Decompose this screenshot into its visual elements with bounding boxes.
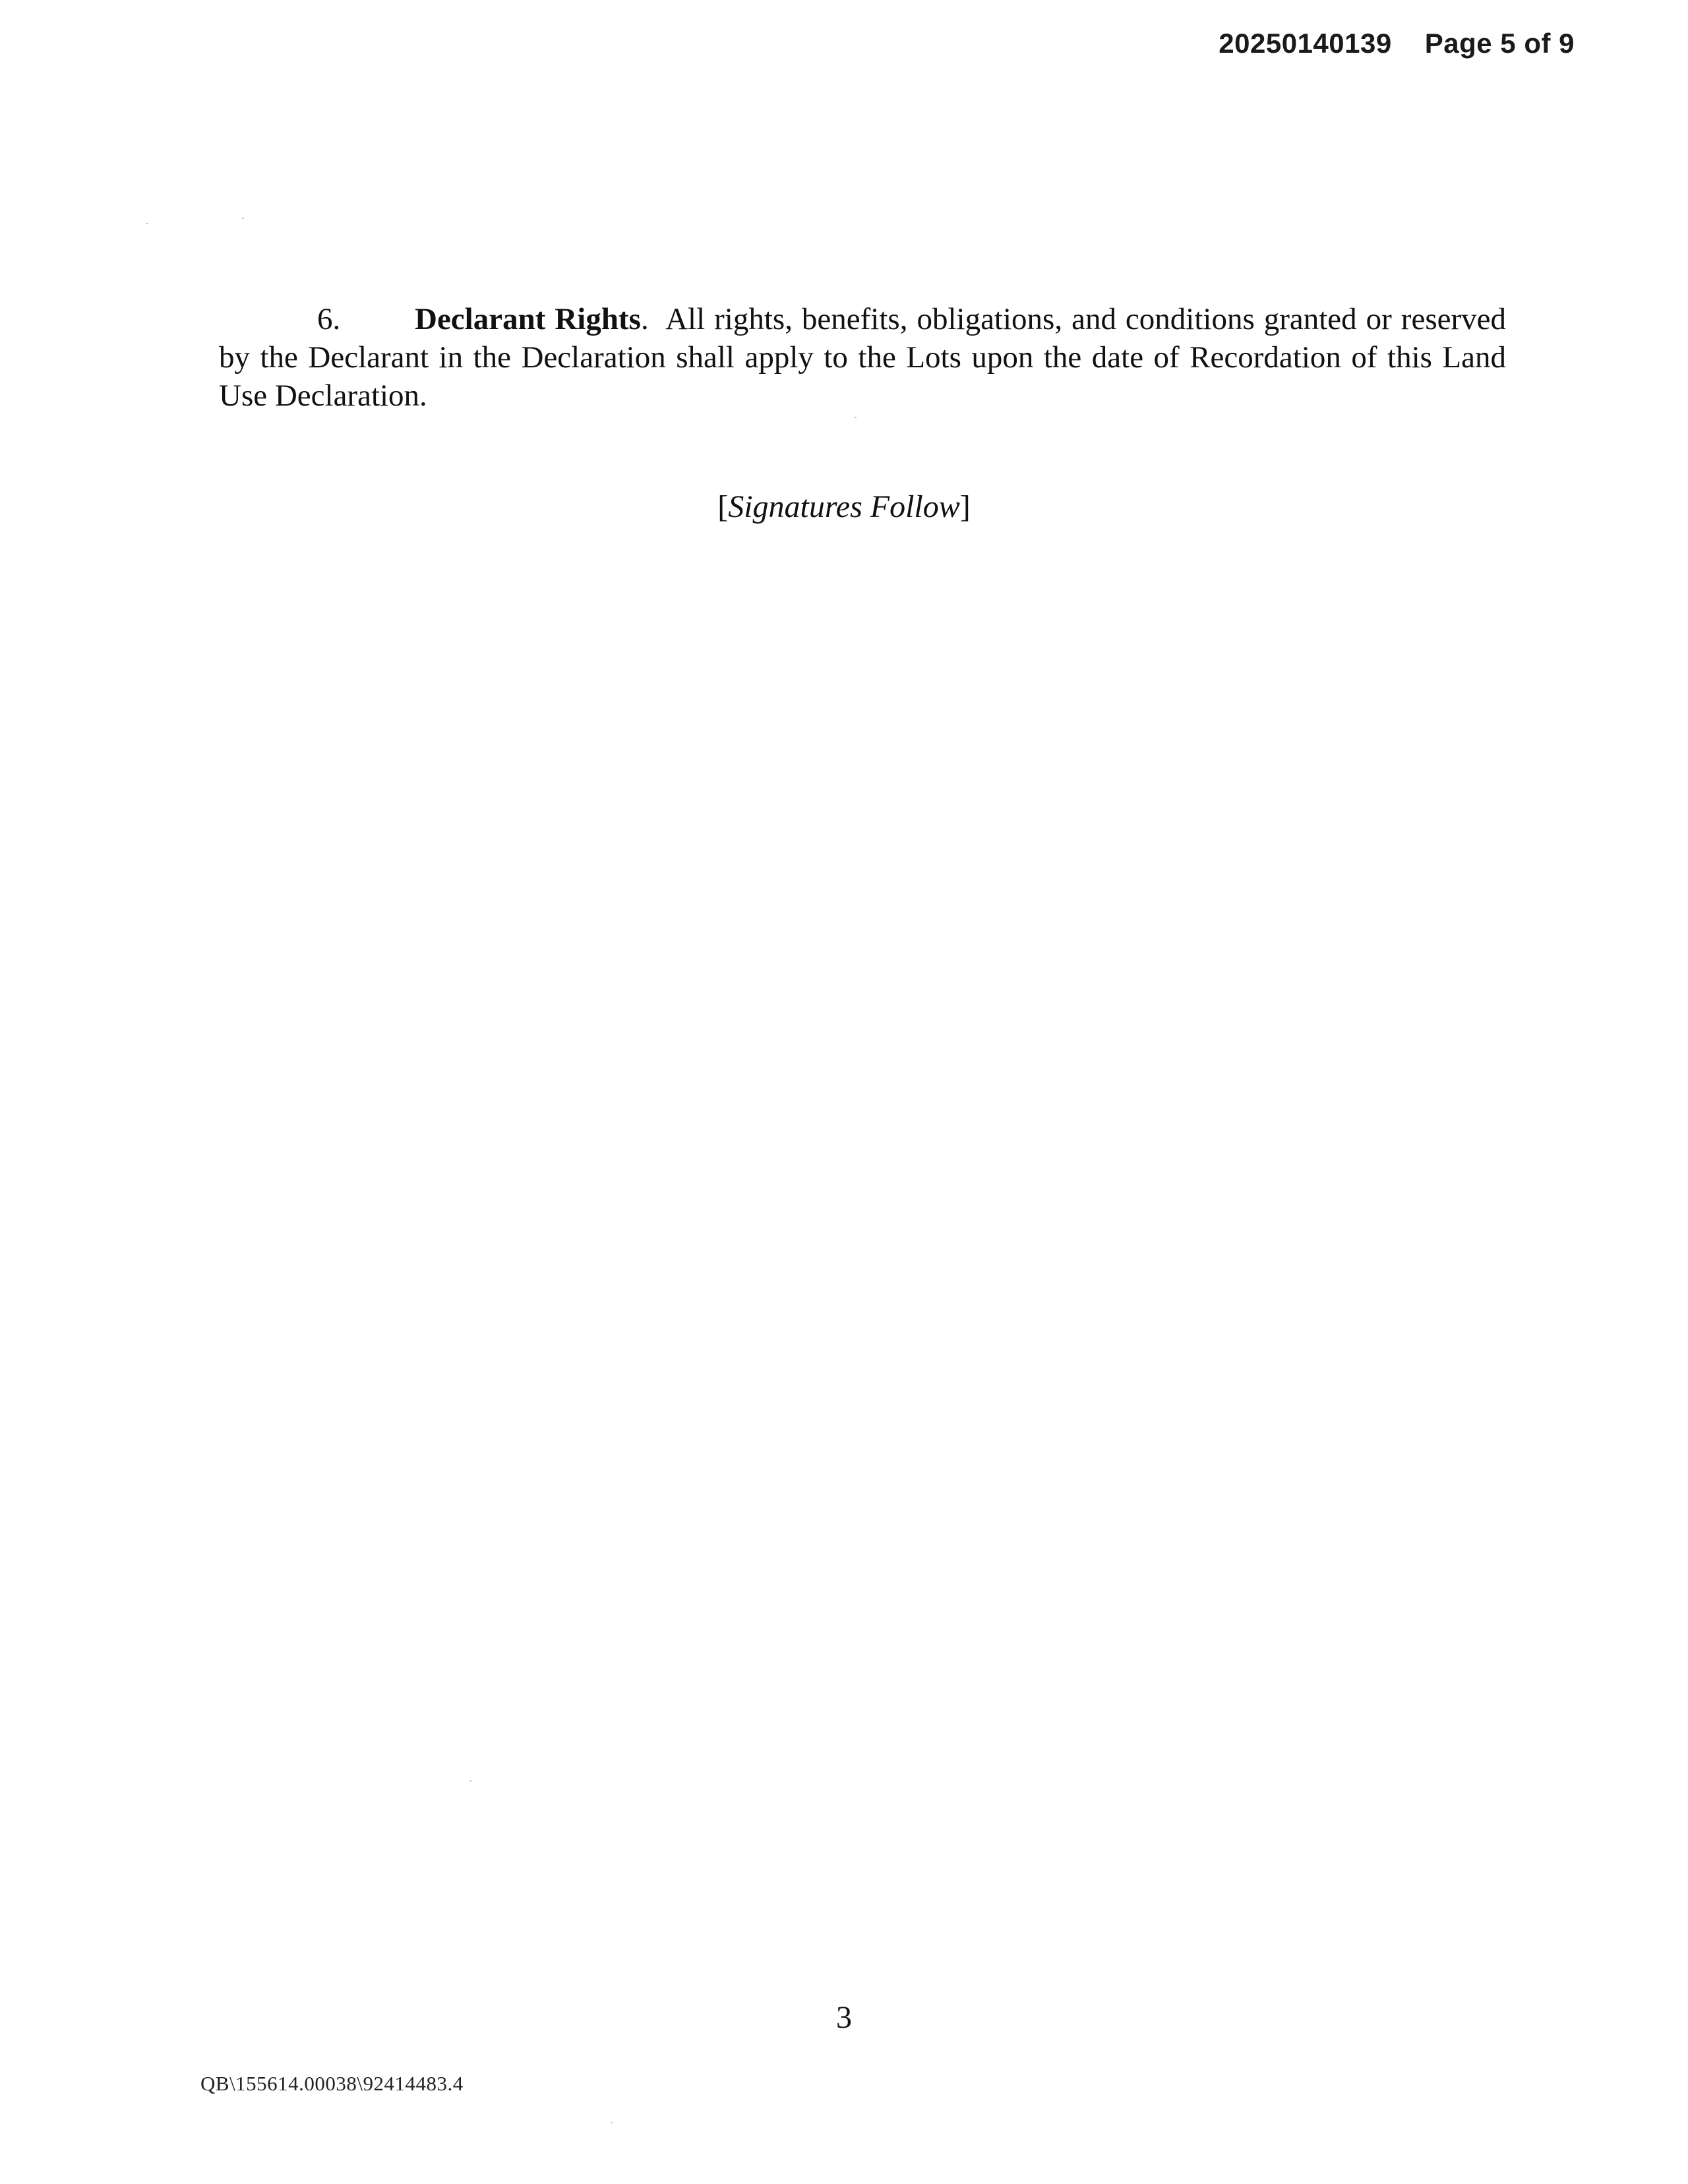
scan-speck: [855, 417, 857, 418]
scan-speck: [242, 218, 244, 219]
recording-stamp: [1219, 28, 1575, 59]
recording-document-number: 20250140139: [1219, 28, 1392, 59]
document-code: QB\155614.00038\92414483.4: [200, 2072, 464, 2095]
section-body: All rights, benefits, obligations, and conditions granted or reserved by the Declarant in the Declaration shall apply to the Lots upon the date of Recordation of this Land Use Declaration.: [219, 302, 1506, 413]
scan-speck: [469, 1780, 471, 1782]
signatures-open-bracket: [: [717, 489, 729, 524]
section-number: 6.: [317, 302, 341, 336]
scan-speck: [611, 2122, 613, 2123]
section-heading: Declarant Rights: [415, 302, 641, 336]
scan-speck: [146, 223, 148, 224]
signatures-follow-note: [0, 489, 1688, 525]
signatures-close-bracket: ]: [959, 489, 971, 524]
section-paragraph: [219, 300, 1506, 415]
page-number: 3: [836, 2000, 852, 2035]
recording-page-label: Page 5 of 9: [1424, 28, 1575, 59]
signatures-follow-text: Signatures Follow: [728, 489, 960, 524]
section-heading-period: .: [640, 302, 649, 336]
